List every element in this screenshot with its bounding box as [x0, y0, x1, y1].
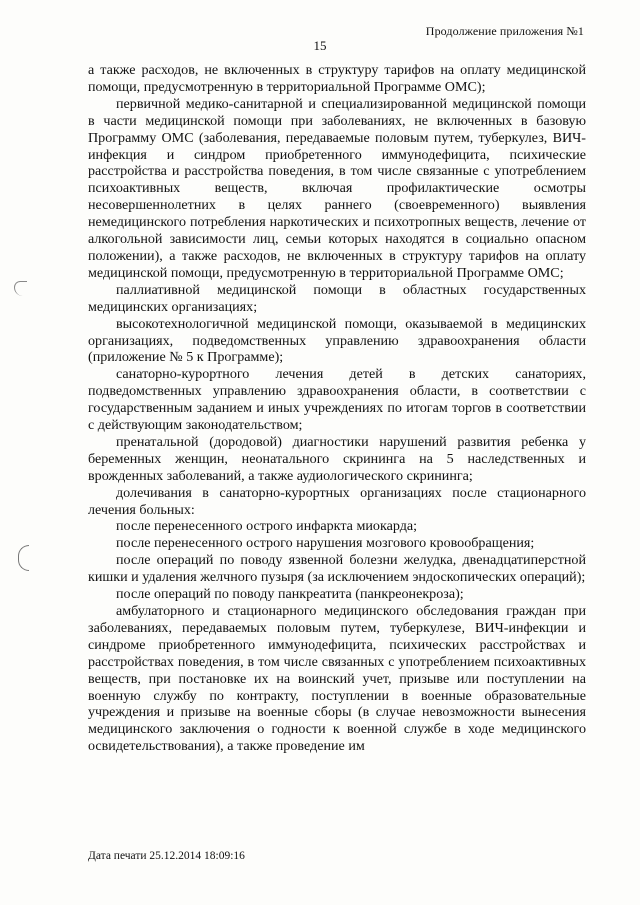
paragraph-4: высокотехнологичной медицинской помощи, оказываемой в медицинских организациях, подведомственных управлению здравоохранения области (приложение № 5 к Программе);: [88, 315, 586, 366]
paragraph-1: а также расходов, не включенных в структуру тарифов на оплату медицинской помощи, предусмотренную в территориальной Программе ОМС);: [88, 62, 586, 95]
list-item-4: после операций по поводу панкреатита (панкреонекроза);: [116, 586, 464, 603]
list-item-2: после перенесенного острого нарушения мозгового кровообращения;: [116, 535, 535, 552]
list-item-1: после перенесенного острого инфаркта миокарда;: [116, 518, 418, 535]
list-item-3: после операций по поводу язвенной болезни желудка, двенадцатиперстной кишки и удаления желчного пузыря (за исключением эндоскопических операций);: [88, 552, 586, 586]
paragraph-6: пренатальной (дородовой) диагностики нарушений развития ребенка у беременных женщин, неонатального скрининга на 5 наследственных и врожденных заболеваний, а также аудиологического скрининга;: [88, 433, 586, 484]
appendix-continuation-note: Продолжение приложения №1: [425, 24, 584, 38]
page-number: 15: [313, 38, 327, 53]
scan-hole-mark-top: [14, 281, 27, 296]
print-date-footer: Дата печати 25.12.2014 18:09:16: [88, 850, 245, 862]
paragraph-8: амбулаторного и стационарного медицинского обследования граждан при заболеваниях, передаваемых половым путем, туберкулезе, ВИЧ-инфекции и синдроме приобретенного иммунодефицита, психических расстройствах и расстройствах поведения, в том числе связанных с употреблением психоактивных веществ, при постановке их на воинский учет, призыве или поступлении на военную службу по контракту, поступлении в военные образовательные учреждения и призыве на военные сборы (в случае невозможности вынесения медицинского заключения о годности к военной службе в ходе медицинского освидетельствования), а также проведение им: [88, 603, 586, 755]
paragraph-5: санаторно-курортного лечения детей в детских санаториях, подведомственных управлению здравоохранения области, в соответствии с государственным заданием и иных учреждениях по итогам торгов в соответствии с действующим законодательством;: [88, 366, 586, 434]
paragraph-7: долечивания в санаторно-курортных организациях после стационарного лечения больных:: [88, 484, 586, 518]
paragraph-2: первичной медико-санитарной и специализированной медицинской помощи в части медицинской помощи при заболеваниях, не включенных в базовую Программу ОМС (заболевания, передаваемые половым путем, туберкулез, ВИЧ-инфекция и синдром приобретенного иммунодефицита, психические расстройства и расстройства поведения, в том числе связанные с употреблением психоактивных веществ, включая профилактические осмотры несовершеннолетних в целях раннего (своевременного) выявления немедицинского потребления наркотических и психотропных веществ, лечение от алкогольной зависимости лиц, семьи которых находятся в социально опасном положении), а также расходов, не включенных в структуру тарифов на оплату медицинской помощи, предусмотренную в территориальной Программе ОМС;: [88, 95, 586, 281]
document-body: [88, 62, 586, 755]
paragraph-3: паллиативной медицинской помощи в областных государственных медицинских организациях;: [88, 281, 586, 315]
scan-hole-mark-bottom: [18, 545, 29, 571]
